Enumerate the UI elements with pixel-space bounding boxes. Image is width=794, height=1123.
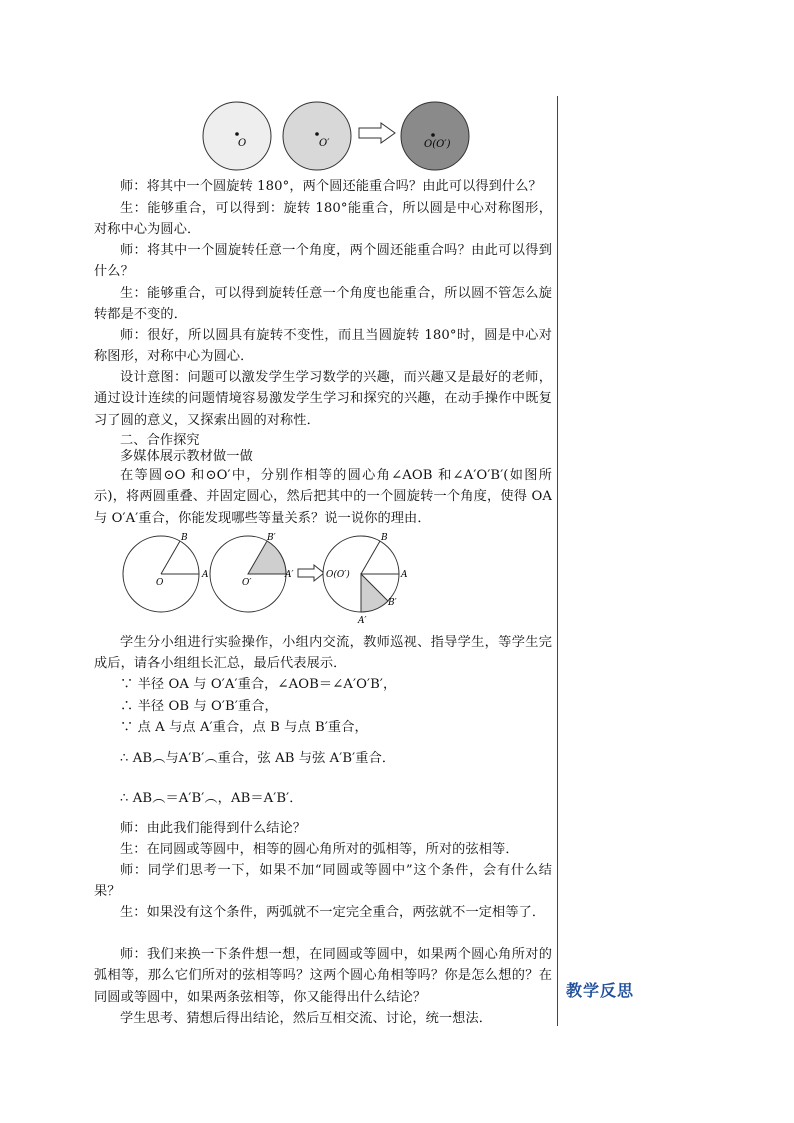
label-b: B: [381, 533, 388, 543]
label-o-prime: O′: [319, 138, 330, 149]
section-heading: 二、合作探究: [120, 433, 200, 448]
label-o-prime: O′: [242, 578, 252, 588]
arrow-icon: [298, 565, 324, 581]
label-o-merged: O(O′): [326, 570, 350, 580]
circle-merged: [401, 102, 469, 170]
proof-line: ∵ 点 A 与点 A′重合，点 B 与点 B′重合，: [120, 720, 368, 735]
label-a-prime: A′: [358, 616, 367, 626]
label-b-prime: B′: [267, 533, 276, 543]
paragraph: 师：将其中一个圆旋转任意一个角度，两个圆还能重合吗？由此可以得到什么？: [94, 243, 552, 280]
paragraph: 生：能够重合，可以得到旋转任意一个角度也能重合，所以圆不管怎么旋转都是不变的．: [94, 286, 552, 323]
paragraph: 生：在同圆或等圆中，相等的圆心角所对的弧相等，所对的弦相等．: [120, 842, 519, 857]
label-o: O: [156, 578, 164, 588]
proof-line: ∵ 半径 OA 与 O′A′重合，∠AOB＝∠A′O′B′，: [120, 677, 397, 692]
paragraph: 学生思考、猜想后得出结论，然后互相交流、讨论，统一想法．: [120, 1011, 493, 1026]
proof-line: ∴ 半径 OB 与 O′B′重合，: [120, 699, 278, 714]
paragraph: 学生分小组进行实验操作，小组内交流，教师巡视、指导学生，等学生完成后，请各小组组长汇总，最后代表展示．: [94, 635, 552, 672]
paragraph: 设计意图：问题可以激发学生学习数学的兴趣，而兴趣又是最好的老师，通过设计连续的问题情境容易激发学生学习和探究的兴趣，在动手操作中既复习了圆的意义，又探索出圆的对称性．: [94, 370, 552, 428]
circle-o: [203, 102, 271, 170]
label-a: A: [202, 570, 209, 580]
label-a-prime: A′: [285, 570, 294, 580]
paragraph: 生：能够重合，可以得到：旋转 180°能重合，所以圆是中心对称图形，对称中心为圆心．: [94, 201, 552, 238]
label-a: A: [401, 570, 408, 580]
arrow-icon: [359, 123, 395, 143]
paragraph: 多媒体展示教材做一做: [120, 449, 253, 464]
paragraph: 师：将其中一个圆旋转 180°，两个圆还能重合吗？由此可以得到什么？: [120, 179, 542, 194]
proof-line: ∴ AB︵＝A′B′︵，AB＝A′B′．: [120, 791, 303, 806]
label-merged: O(O′): [424, 139, 451, 150]
figure-circle-rotation: [195, 98, 485, 172]
circle-o-prime: [283, 102, 351, 170]
column-divider: [557, 96, 558, 1026]
paragraph: 师：很好，所以圆具有旋转不变性，而且当圆旋转 180°时，圆是中心对称图形，对称中心为圆心．: [94, 328, 552, 365]
proof-line: ∴ AB︵与A′B′︵重合，弦 AB 与弦 A′B′重合．: [120, 751, 396, 766]
label-b-prime: B′: [388, 598, 397, 608]
paragraph: 师：我们来换一下条件想一想，在同圆或等圆中，如果两个圆心角所对的弧相等，那么它们所对的弦相等吗？这两个圆心角相等吗？你是怎么想的？在同圆或等圆中，如果两条弦相等，你又能得出什么结论？: [94, 947, 552, 1005]
figure-equal-central-angles: [118, 532, 414, 628]
paragraph: 师：同学们思考一下，如果不加“同圆或等圆中”这个条件，会有什么结果？: [94, 863, 552, 900]
paragraph: 在等圆⊙O 和⊙O′中，分别作相等的圆心角∠AOB 和∠A′O′B′(如图所示)，将两圆重叠、并固定圆心，然后把其中的一个圆旋转一个角度，使得 OA 与 O′A′重合，你能发现哪些等量关系？说一说你的理由．: [94, 468, 552, 526]
label-b: B: [181, 533, 188, 543]
paragraph: 生：如果没有这个条件，两弧就不一定完全重合，两弦就不一定相等了．: [120, 905, 546, 920]
label-o: O: [238, 138, 247, 149]
sidebar-title: 教学反思: [566, 981, 635, 1000]
paragraph: 师：由此我们能得到什么结论？: [120, 821, 307, 836]
